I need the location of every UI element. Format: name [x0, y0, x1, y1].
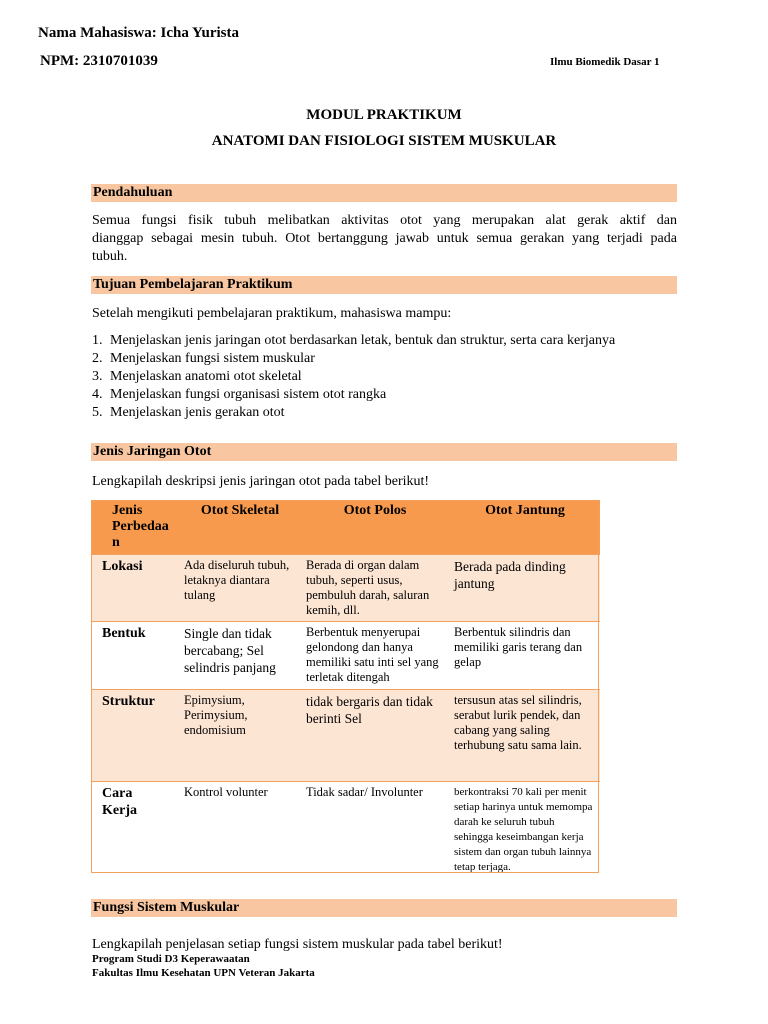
list-item: 2. Menjelaskan fungsi sistem muskular	[92, 351, 315, 366]
cell-skeletal: Ada diseluruh tubuh, letaknya diantara tulang	[178, 555, 300, 622]
cell-skeletal: Epimysium, Perimysium, endomisium	[178, 690, 300, 782]
cell-skeletal: Kontrol volunter	[178, 782, 300, 882]
cell-polos: tidak bergaris dan tidak berinti Sel	[300, 690, 448, 782]
tujuan-list	[92, 332, 615, 422]
table-row	[92, 622, 600, 690]
pendahuluan-line-2: dianggap sebagai mesin tubuh. Otot bertanggung jawab untuk semua gerakan yang terjadi pada	[92, 231, 677, 246]
section-heading-jenis-jaringan: Jenis Jaringan Otot	[91, 443, 677, 461]
list-item: 5. Menjelaskan jenis gerakan otot	[92, 405, 285, 420]
jenis-intro: Lengkapilah deskripsi jenis jaringan otot pada tabel berikut!	[92, 474, 430, 489]
table-header-row	[92, 500, 600, 555]
list-item: 1. Menjelaskan jenis jaringan otot berdasarkan letak, bentuk dan struktur, serta cara kerjanya	[92, 333, 616, 348]
cell-polos: Tidak sadar/ Involunter	[300, 782, 448, 882]
header-otot-jantung: Otot Jantung	[448, 500, 600, 555]
footer-faculty: Fakultas Ilmu Kesehatan UPN Veteran Jakarta	[92, 967, 315, 979]
table-row	[92, 690, 600, 782]
row-label-bentuk: Bentuk	[92, 622, 178, 690]
section-heading-fungsi: Fungsi Sistem Muskular	[91, 899, 677, 917]
header-otot-skeletal: Otot Skeletal	[178, 500, 300, 555]
module-title: MODUL PRAKTIKUM	[306, 107, 462, 123]
cell-skeletal: Single dan tidak bercabang; Sel selindris panjang	[178, 622, 300, 690]
tujuan-intro: Setelah mengikuti pembelajaran praktikum, mahasiswa mampu:	[92, 306, 452, 321]
cell-jantung: Berbentuk silindris dan memiliki garis terang dan gelap	[448, 622, 600, 690]
table-row	[92, 782, 600, 882]
section-heading-pendahuluan: Pendahuluan	[91, 184, 677, 202]
header-jenis-perbedaan: Jenis Perbedaa n	[92, 500, 178, 555]
pendahuluan-line-3: tubuh.	[92, 249, 128, 264]
cell-jantung: berkontraksi 70 kali per menit setiap harinya untuk memompa darah ke seluruh tubuh sehingga keseimbangan kerja sistem dan organ tubuh lainnya tetap terjaga.	[448, 782, 600, 882]
section-heading-tujuan: Tujuan Pembelajaran Praktikum	[91, 276, 677, 294]
cell-polos: Berada di organ dalam tubuh, seperti usus, pembuluh darah, saluran kemih, dll.	[300, 555, 448, 622]
student-npm: NPM: 2310701039	[40, 53, 158, 69]
table-row	[92, 555, 600, 622]
course-label: Ilmu Biomedik Dasar 1	[550, 56, 660, 68]
row-label-struktur: Struktur	[92, 690, 178, 782]
footer-program: Program Studi D3 Keperawaatan	[92, 953, 250, 965]
pendahuluan-line-1: Semua fungsi fisik tubuh melibatkan aktivitas otot yang merupakan alat gerak aktif dan	[92, 213, 677, 228]
student-name: Nama Mahasiswa: Icha Yurista	[38, 25, 239, 41]
module-subtitle: ANATOMI DAN FISIOLOGI SISTEM MUSKULAR	[211, 133, 557, 149]
list-item: 3. Menjelaskan anatomi otot skeletal	[92, 369, 302, 384]
fungsi-intro: Lengkapilah penjelasan setiap fungsi sistem muskular pada tabel berikut!	[92, 937, 503, 952]
cell-polos: Berbentuk menyerupai gelondong dan hanya memiliki satu inti sel yang terletak ditengah	[300, 622, 448, 690]
muscle-tissue-table	[92, 500, 600, 882]
list-item: 4. Menjelaskan fungsi organisasi sistem otot rangka	[92, 387, 387, 402]
header-otot-polos: Otot Polos	[300, 500, 448, 555]
cell-jantung: Berada pada dinding jantung	[448, 555, 600, 622]
row-label-cara-kerja: Cara Kerja	[92, 782, 178, 882]
cell-jantung: tersusun atas sel silindris, serabut lurik pendek, dan cabang yang saling terhubung satu sama lain.	[448, 690, 600, 782]
row-label-lokasi: Lokasi	[92, 555, 178, 622]
